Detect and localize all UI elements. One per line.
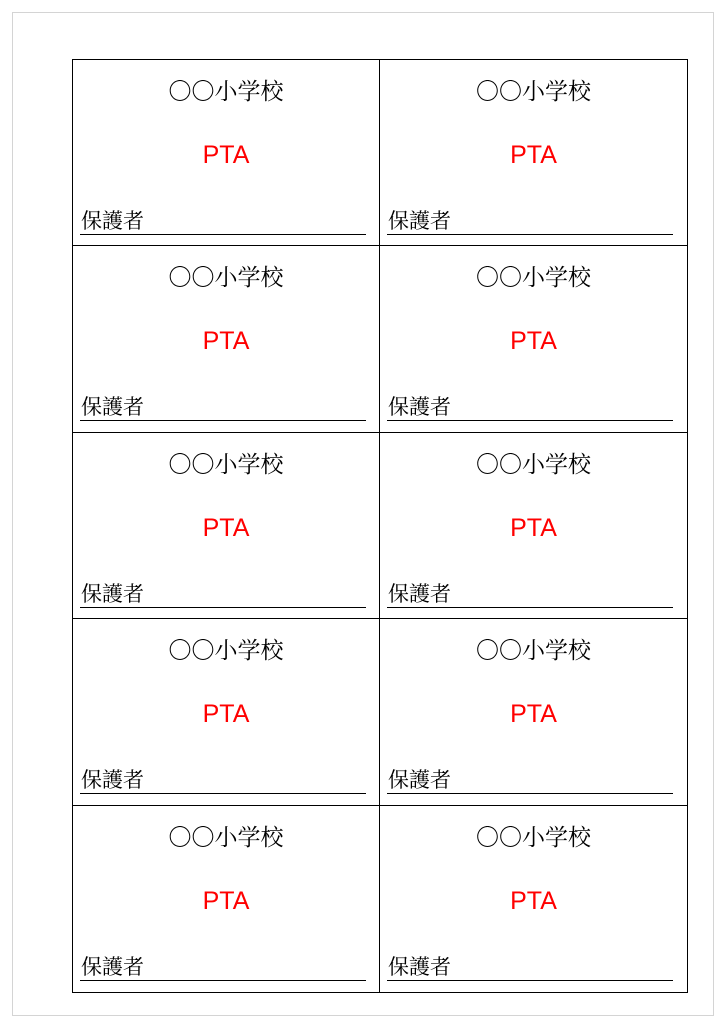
guardian-label: 保護者 <box>81 209 144 233</box>
guardian-line <box>387 943 673 981</box>
guardian-label: 保護者 <box>81 954 144 979</box>
school-name: 〇〇小学校 <box>476 451 591 478</box>
name-card <box>73 433 380 619</box>
guardian-line <box>80 756 366 794</box>
name-card <box>380 246 687 432</box>
name-card <box>380 619 687 805</box>
pta-label: PTA <box>202 141 250 169</box>
school-name: 〇〇小学校 <box>476 824 591 851</box>
pta-label: PTA <box>510 700 557 729</box>
school-name: 〇〇小学校 <box>476 638 591 665</box>
school-name: 〇〇小学校 <box>476 79 591 105</box>
school-name: 〇〇小学校 <box>168 824 284 851</box>
guardian-line <box>387 570 673 608</box>
guardian-label: 保護者 <box>388 395 451 420</box>
guardian-line <box>80 383 366 421</box>
guardian-line <box>80 197 366 235</box>
guardian-label: 保護者 <box>81 395 144 420</box>
name-card-sheet <box>72 59 688 993</box>
pta-label: PTA <box>510 327 557 356</box>
document-page <box>12 12 714 1016</box>
guardian-line <box>387 756 673 794</box>
name-card <box>73 806 380 992</box>
name-card <box>73 60 380 246</box>
name-card <box>380 60 687 246</box>
guardian-label: 保護者 <box>388 581 451 606</box>
guardian-line <box>80 943 366 981</box>
pta-label: PTA <box>202 513 250 542</box>
guardian-label: 保護者 <box>81 581 144 606</box>
name-card <box>73 619 380 805</box>
school-name: 〇〇小学校 <box>168 79 284 105</box>
guardian-label: 保護者 <box>388 768 451 793</box>
name-card <box>73 246 380 432</box>
pta-label: PTA <box>202 327 250 356</box>
pta-label: PTA <box>510 513 557 542</box>
school-name: 〇〇小学校 <box>168 265 284 292</box>
guardian-label: 保護者 <box>388 209 451 233</box>
guardian-line <box>80 570 366 608</box>
guardian-line <box>387 383 673 421</box>
school-name: 〇〇小学校 <box>476 265 591 292</box>
pta-label: PTA <box>510 141 557 169</box>
pta-label: PTA <box>202 886 250 915</box>
name-card <box>380 806 687 992</box>
school-name: 〇〇小学校 <box>168 638 284 665</box>
name-card <box>380 433 687 619</box>
guardian-line <box>387 197 673 235</box>
guardian-label: 保護者 <box>388 954 451 979</box>
pta-label: PTA <box>202 700 250 729</box>
guardian-label: 保護者 <box>81 768 144 793</box>
school-name: 〇〇小学校 <box>168 451 284 478</box>
pta-label: PTA <box>510 886 557 915</box>
